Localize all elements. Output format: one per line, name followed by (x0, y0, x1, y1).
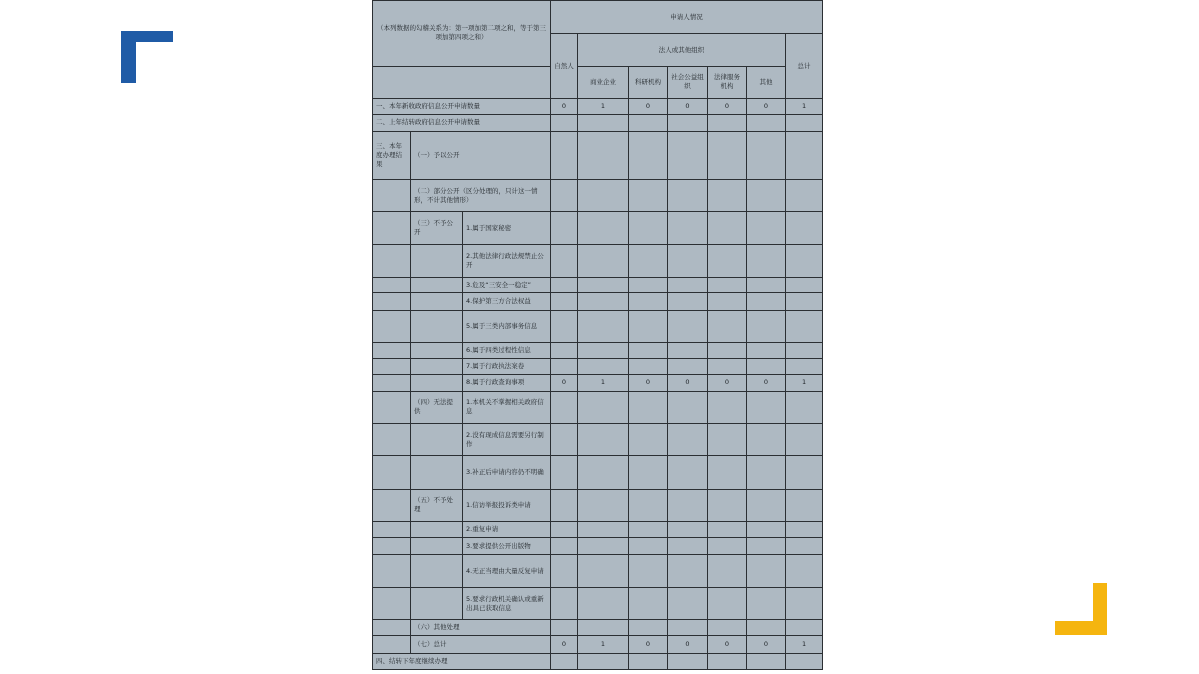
table-row (373, 99, 823, 115)
item-label: 2.其他法律行政法规禁止公开 (463, 244, 551, 277)
table-row (373, 489, 823, 521)
table-row (373, 587, 823, 619)
item-label: 5.属于三类内部事务信息 (463, 310, 551, 342)
col-header: 科研机构 (629, 66, 668, 98)
legal-person-header: 法人或其他组织 (578, 34, 786, 66)
cell-value: 1 (578, 375, 629, 391)
item-label: 5.要求行政机关确认或重新出具已获取信息 (463, 587, 551, 619)
row-label: （二）部分公开（区分处理的，只计这一情形，不计其他情形） (411, 180, 551, 212)
group-label: （三）不予公开 (411, 212, 463, 244)
item-label: 3.危及“三安全一稳定” (463, 278, 551, 293)
table-row (373, 359, 823, 375)
cell-value: 0 (629, 99, 668, 115)
item-label: 4.保护第三方合法权益 (463, 293, 551, 310)
table-row (373, 310, 823, 342)
table-row (373, 293, 823, 310)
corner-bar-vertical (121, 31, 136, 83)
col-header: 其他 (747, 66, 786, 98)
table-row (373, 115, 823, 131)
disclosure-statistics-table (372, 0, 823, 670)
table-row (373, 538, 823, 555)
table-row (373, 620, 823, 636)
cell-value: 1 (578, 636, 629, 653)
table-row (373, 278, 823, 293)
item-label: 3.补正后申请内容仍不明确 (463, 456, 551, 489)
table-row (373, 555, 823, 587)
table-row (373, 375, 823, 391)
row-label: 四、结转下年度继续办理 (373, 653, 551, 669)
cell-value: 1 (786, 375, 823, 391)
cell-value: 0 (708, 99, 747, 115)
row-label: （七）总计 (411, 636, 551, 653)
corner-bracket-top-left (121, 31, 173, 83)
table-row (373, 636, 823, 653)
table-note: （本列数据的勾稽关系为：第一项加第二项之和，等于第三项加第四项之和） (373, 1, 551, 67)
row-label: 一、本年新收政府信息公开申请数量 (373, 99, 551, 115)
col-header: 社会公益组织 (668, 66, 708, 98)
group-label: （五）不予处理 (411, 489, 463, 521)
item-label: 2.重复申请 (463, 522, 551, 538)
corner-bar-vertical (1093, 583, 1107, 635)
row-label: （一）予以公开 (411, 131, 551, 180)
table-row (373, 244, 823, 277)
table-row (373, 653, 823, 669)
cell-value: 0 (551, 636, 578, 653)
table-row (373, 456, 823, 489)
section-label: 三、本年度办理结果 (373, 131, 411, 180)
cell-value: 0 (708, 636, 747, 653)
applicant-header: 申请人情况 (551, 1, 823, 34)
corner-bracket-bottom-right (1055, 583, 1107, 635)
cell-value: 0 (668, 636, 708, 653)
group-label: （四）无法提供 (411, 391, 463, 423)
cell-value: 0 (747, 375, 786, 391)
cell-value: 0 (551, 99, 578, 115)
item-label: 4.无正当理由大量反复申请 (463, 555, 551, 587)
table-row (373, 212, 823, 244)
cell-value: 1 (786, 636, 823, 653)
total-header: 总计 (786, 34, 823, 99)
item-label: 6.属于四类过程性信息 (463, 342, 551, 358)
item-label: 8.属于行政查询事项 (463, 375, 551, 391)
table-row (373, 342, 823, 358)
item-label: 1.本机关不掌握相关政府信息 (463, 391, 551, 423)
row-label: 二、上年结转政府信息公开申请数量 (373, 115, 551, 131)
cell-value: 0 (629, 375, 668, 391)
col-header: 商业企业 (578, 66, 629, 98)
cell-value: 1 (578, 99, 629, 115)
row-label: （六）其他处理 (411, 620, 551, 636)
cell-value: 0 (747, 636, 786, 653)
cell-value: 1 (786, 99, 823, 115)
table-row (373, 423, 823, 455)
table-row (373, 522, 823, 538)
col-header: 法律服务机构 (708, 66, 747, 98)
item-label: 1.信访举报投诉类申请 (463, 489, 551, 521)
item-label: 7.属于行政执法案卷 (463, 359, 551, 375)
table-row (373, 131, 823, 180)
cell-value: 0 (708, 375, 747, 391)
cell-value: 0 (747, 99, 786, 115)
natural-person-header: 自然人 (551, 34, 578, 99)
cell-value: 0 (668, 99, 708, 115)
item-label: 3.要求提供公开出版物 (463, 538, 551, 555)
table-row (373, 180, 823, 212)
table-row (373, 391, 823, 423)
cell-value: 0 (629, 636, 668, 653)
item-label: 1.属于国家秘密 (463, 212, 551, 244)
cell-value: 0 (668, 375, 708, 391)
cell-value: 0 (551, 375, 578, 391)
blank-cell (373, 66, 551, 98)
item-label: 2.没有现成信息需要另行制作 (463, 423, 551, 455)
